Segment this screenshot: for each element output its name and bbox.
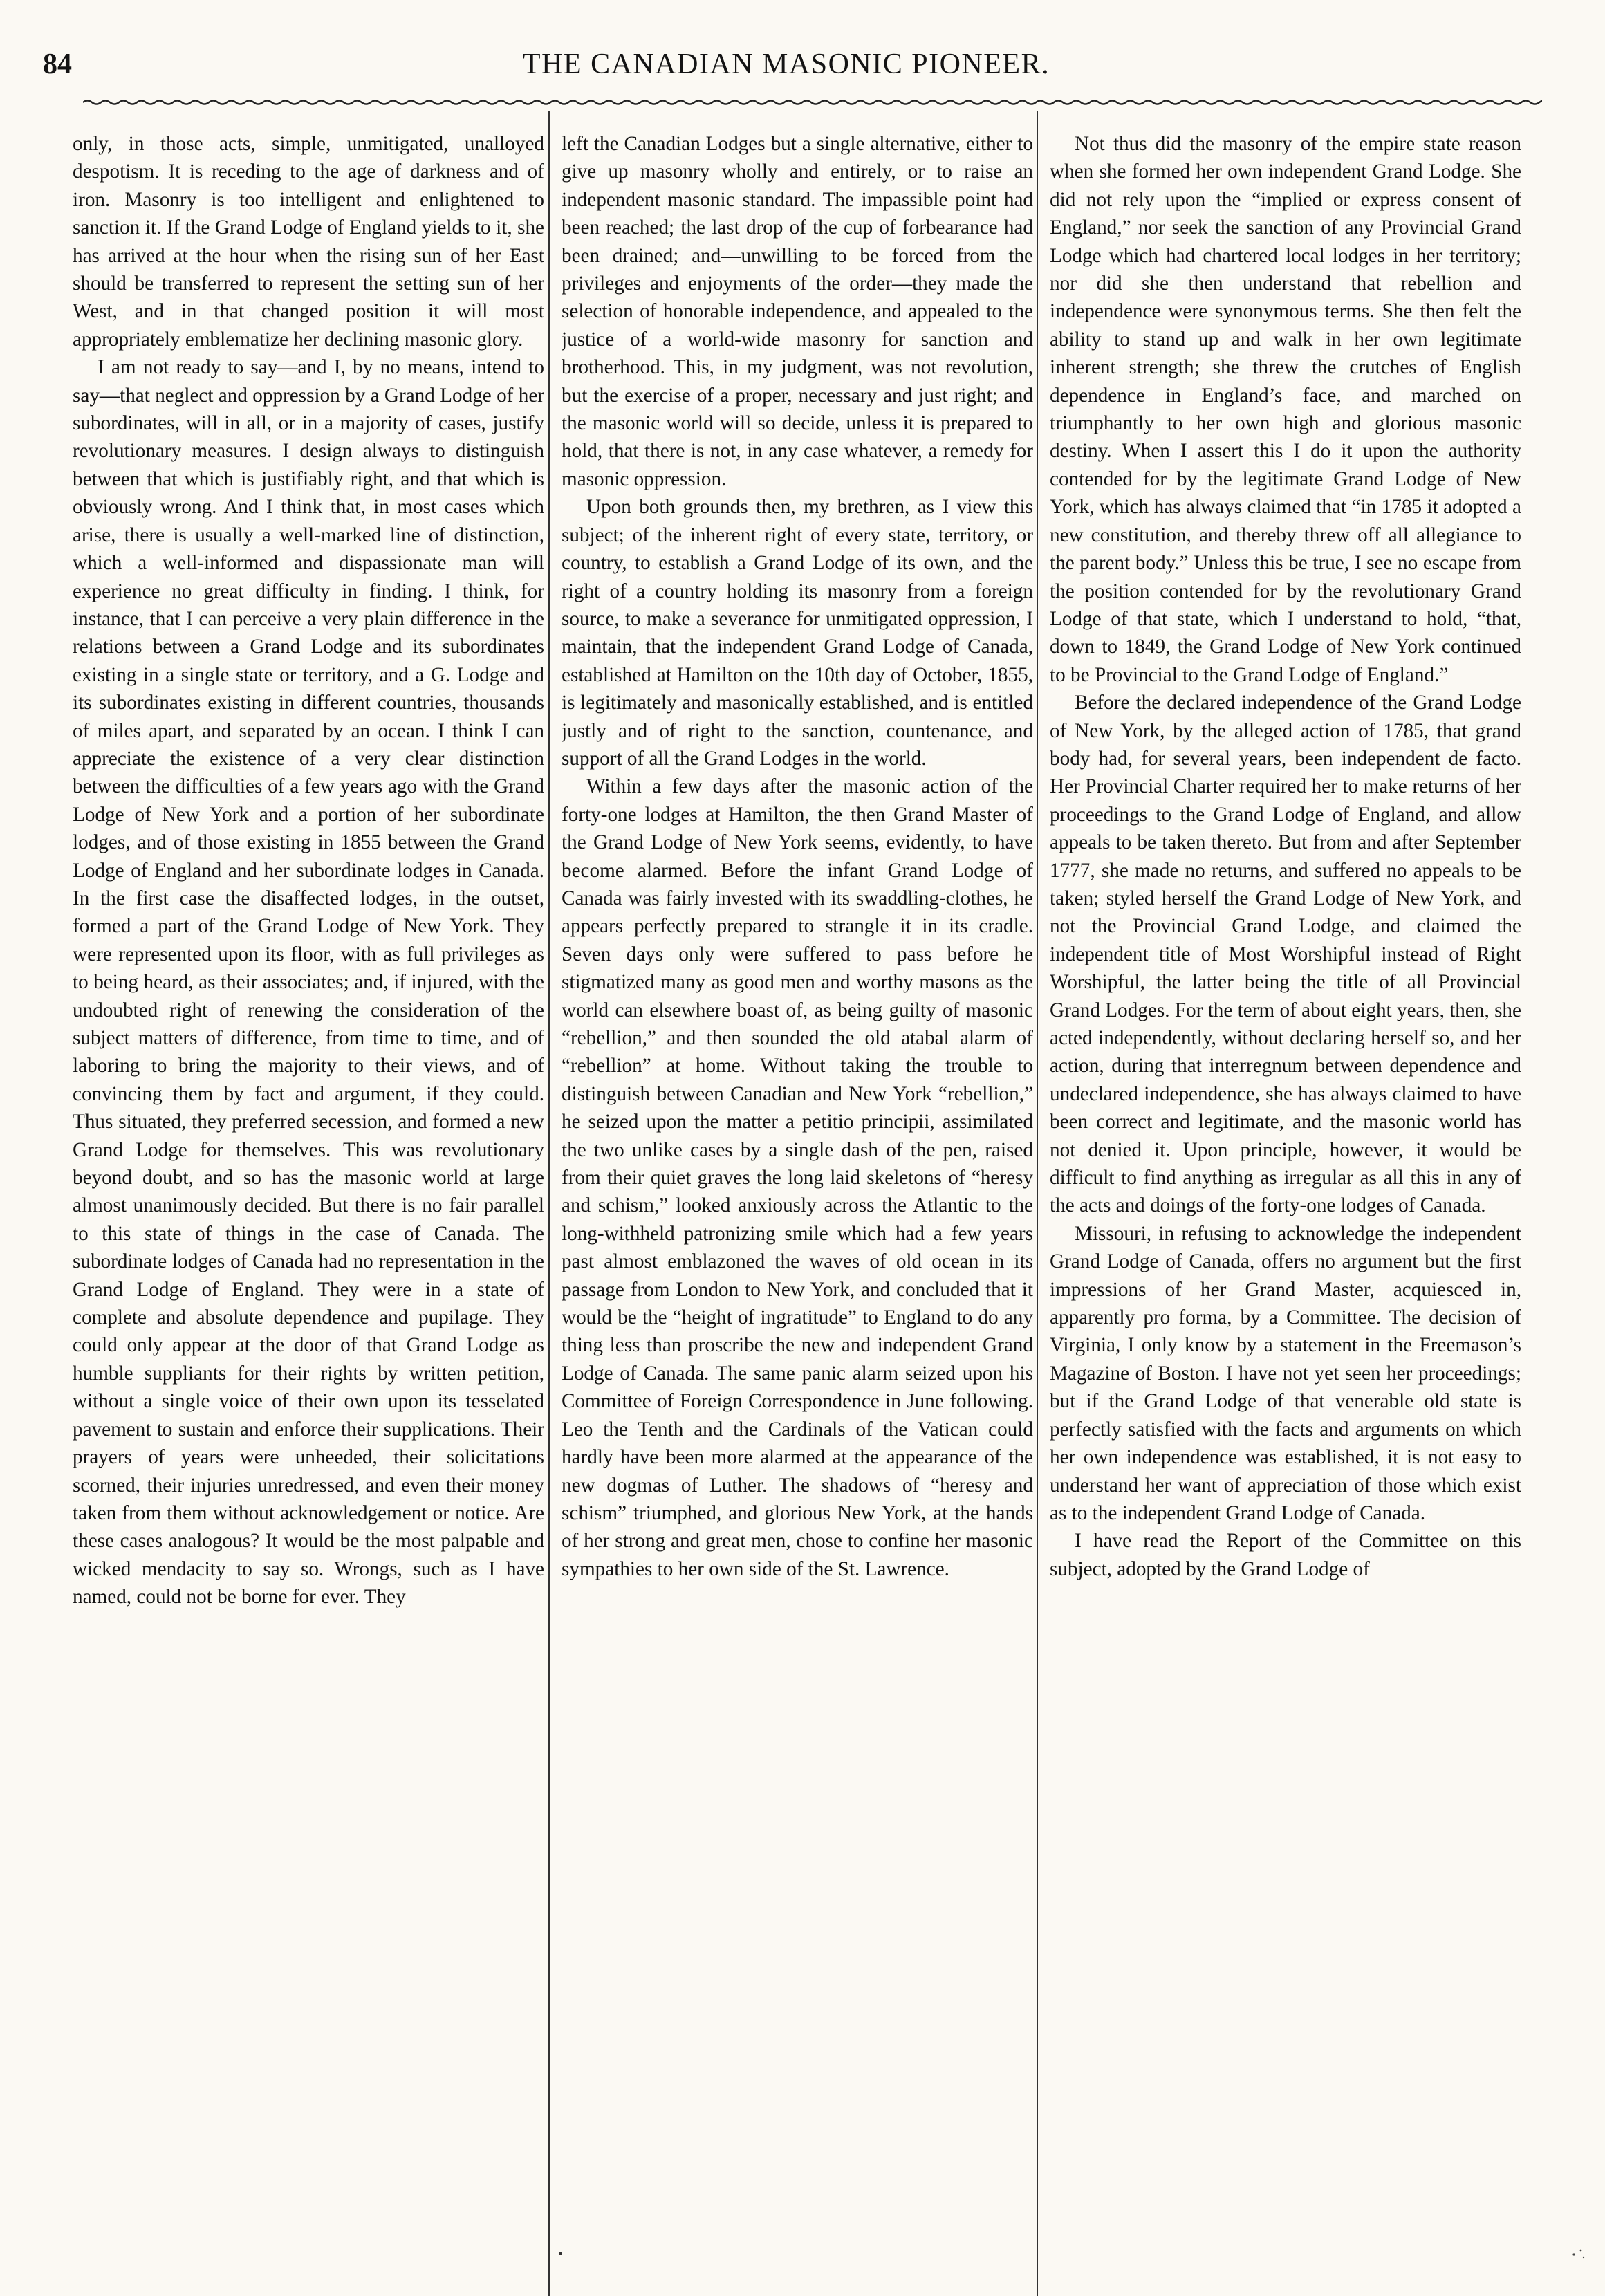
column-divider-left <box>548 111 550 2296</box>
paragraph: I have read the Report of the Committee on this subject, adopted by the Grand Lodge of <box>1050 1530 1521 1580</box>
page-number: 84 <box>43 48 72 80</box>
paragraph: Before the declared independence of the Grand Lodge of New York, by the alleged action of 1785, that grand body had, for several years, been independent de facto. Her Provincial Charter required her to make returns of her proceedings to the Grand Lodge of England, and allow appeals to be taken thereto. But from and after September 1777, she made no returns, and suffered no appeals to be taken; styled herself the Grand Lodge of New York, and not the Provincial Grand Lodge, and claimed the independent title of Most Worshipful instead of Right Worshipful, the latter being the title of all Provincial Grand Lodges. For the term of about eight years, then, she acted independently, without declaring herself so, and her action, during that interregnum between dependence and undeclared independence, she has always claimed to have been correct and legitimate, and the masonic world has not denied it. Upon principle, however, it would be difficult to find anything as irregular as all this in any of the acts and doings of the forty-one lodges of Canada. <box>1050 692 1521 1217</box>
paragraph: only, in those acts, simple, unmitigated, unalloyed despotism. It is receding to the age of darkness and of iron. Masonry is too intelligent and enlightened to sanction it. If the Grand Lodge of England yields to it, she has arrived at the hour when the rising sun of her East should be transferred to represent the setting sun of her West, and in that changed position it will most appropriately emblematize her declining masonic glory. <box>73 133 544 351</box>
running-title: THE CANADIAN MASONIC PIONEER. <box>522 48 1050 80</box>
paragraph: left the Canadian Lodges but a single alternative, either to give up masonry wholly and entirely, or to raise an independent masonic standard. The impassible point had been reached; the last drop of the cup of forbearance had been drained; and—unwilling to be forced from the privileges and enjoyments of the order—they made the selection of honorable independence, and appealed to the justice of a world-wide masonry for sanction and brotherhood. This, in my judgment, was not revolution, but the exercise of a proper, necessary and just right; and the masonic world will so decide, unless it is prepared to hold, that there is not, in any case whatever, a remedy for masonic oppression. <box>562 133 1033 490</box>
wavy-header-rule <box>83 94 1542 111</box>
paragraph: Missouri, in refusing to acknowledge the independent Grand Lodge of Canada, offers no argument but the first impressions of her Grand Master, acquiesced in, apparently pro forma, by a Committee. The decision of Virginia, I only know by a statement in the Freemason’s Magazine of Boston. I have not yet seen her proceedings; but if the Grand Lodge of that venerable old state is perfectly satisfied with the facts and arguments on which her own independence was established, it is not easy to understand her want of appreciation of those which exist as to the independent Grand Lodge of Canada. <box>1050 1222 1521 1524</box>
paragraph: Upon both grounds then, my brethren, as I view this subject; of the inherent right of every state, territory, or country, to establish a Grand Lodge of its own, and the right of a country holding its masonry from a foreign source, to make a severance for unmitigated oppression, I maintain, that the independent Grand Lodge of Canada, established at Hamilton on the 10th day of October, 1855, is legitimately and masonically established, and is entitled justly and of right to the sanction, countenance, and support of all the Grand Lodges in the world. <box>562 496 1033 770</box>
paragraph: I am not ready to say—and I, by no means, intend to say—that neglect and oppression by a Grand Lodge of her subordinates, will in all, or in a majority of cases, justify revolutionary measures. I design always to distinguish between that which is justifiably right, and that which is obviously wrong. And I think that, in most cases which arise, there is usually a well-marked line of distinction, which a well-informed and dispassionate man will experience no great difficulty in finding. I think, for instance, that I can perceive a very plain difference in the relations between a Grand Lodge and its subordinates existing in a single state or territory, and a G. Lodge and its subordinates existing in different countries, thousands of miles apart, and separated by an ocean. I think I can appreciate the existence of a very clear distinction between the difficulties of a few years ago with the Grand Lodge of New York and a portion of her subordinate lodges, and of those existing in 1855 between the Grand Lodge of England and her subordinate lodges in Canada. In the first case the disaffected lodges, in the outset, formed a part of the Grand Lodge of New York. They were represented upon its floor, with as full privileges as to being heard, as their associates; and, if injured, with the undoubted right of renewing the consideration of the subject matters of difference, from time to time, and of laboring to bring the majority to their views, and of convincing them by fact and argument, if they could. Thus situated, they preferred secession, and formed a new Grand Lodge for themselves. This was revolutionary beyond doubt, and so has the masonic world at large almost unanimously decided. But there is no fair parallel to this state of things in the case of Canada. The subordinate lodges of Canada had no representation in the Grand Lodge of England. They were in a state of complete and absolute dependence and pupilage. They could only appear at the door of that Grand Lodge as humble suppliants for their rights by written petition, without a single voice of their own upon its tesselated pavement to sustain and enforce their supplications. Their prayers of years were unheeded, their solicitations scorned, their injuries unredressed, and even their money taken from them without acknowledgement or notice. Are these cases analogous? It would be the most palpable and wicked mendacity to say so. Wrongs, such as I have named, could not be borne for ever. They <box>73 356 544 1609</box>
text-column-3 <box>1050 130 1521 2205</box>
column-divider-right <box>1037 111 1038 2296</box>
page-header <box>43 40 1530 89</box>
text-column-2 <box>562 130 1033 2205</box>
ink-speck-corner <box>1568 2241 1589 2261</box>
paragraph: Not thus did the masonry of the empire state reason when she formed her own independent Grand Lodge. She did not rely upon the “implied or express consent of England,” nor seek the sanction of any Provincial Grand Lodge which had chartered local lodges in her territory; nor did she then understand that rebellion and independence were synonymous terms. She then felt the ability to stand up and walk in her own legitimate inherent strength; she threw the crutches of English dependence in England’s face, and marched on triumphantly to her own high and glorious masonic destiny. When I assert this I do it upon the authority contended for by the legitimate Grand Lodge of New York, which has always claimed that “in 1785 it adopted a new constitution, and thereby threw off all allegiance to the parent body.” Unless this be true, I see no escape from the position contended for by the revolutionary Grand Lodge of that state, which I understand to hold, “that, down to 1849, the Grand Lodge of New York continued to be Provincial to the Grand Lodge of England.” <box>1050 133 1521 686</box>
ink-speck <box>559 2252 562 2255</box>
text-column-1 <box>73 130 544 2205</box>
paragraph: Within a few days after the masonic action of the forty-one lodges at Hamilton, the then Grand Master of the Grand Lodge of New York seems, evidently, to have become alarmed. Before the infant Grand Lodge of Canada was fairly invested with its swaddling-clothes, he appears perfectly prepared to strangle it in its cradle. Seven days only were suffered to pass before he stigmatized many as good men and worthy masons as the world can elsewhere boast of, as being guilty of masonic “rebellion,” and then sounded the old atabal alarm of “rebellion” at home. Without taking the trouble to distinguish between Canadian and New York “rebellion,” he seized upon the matter a petitio principii, assimilated the two unlike cases by a single dash of the pen, raised from their quiet graves the long laid skeletons of “heresy and schism,” looked anxiously across the Atlantic to the long-withheld patronizing smile which had a few years past almost emblazoned the waves of old ocean in its passage from London to New York, and concluded that it would be the “height of ingratitude” to England to do any thing less than proscribe the new and independent Grand Lodge of Canada. The same panic alarm seized upon his Committee of Foreign Correspondence in June following. Leo the Tenth and the Cardinals of the Vatican could hardly have been more alarmed at the appearance of the new dogmas of Luther. The shadows of “heresy and schism” triumphed, and glorious New York, at the hands of her strong and great men, chose to confine her masonic sympathies to her own side of the St. Lawrence. <box>562 775 1033 1580</box>
